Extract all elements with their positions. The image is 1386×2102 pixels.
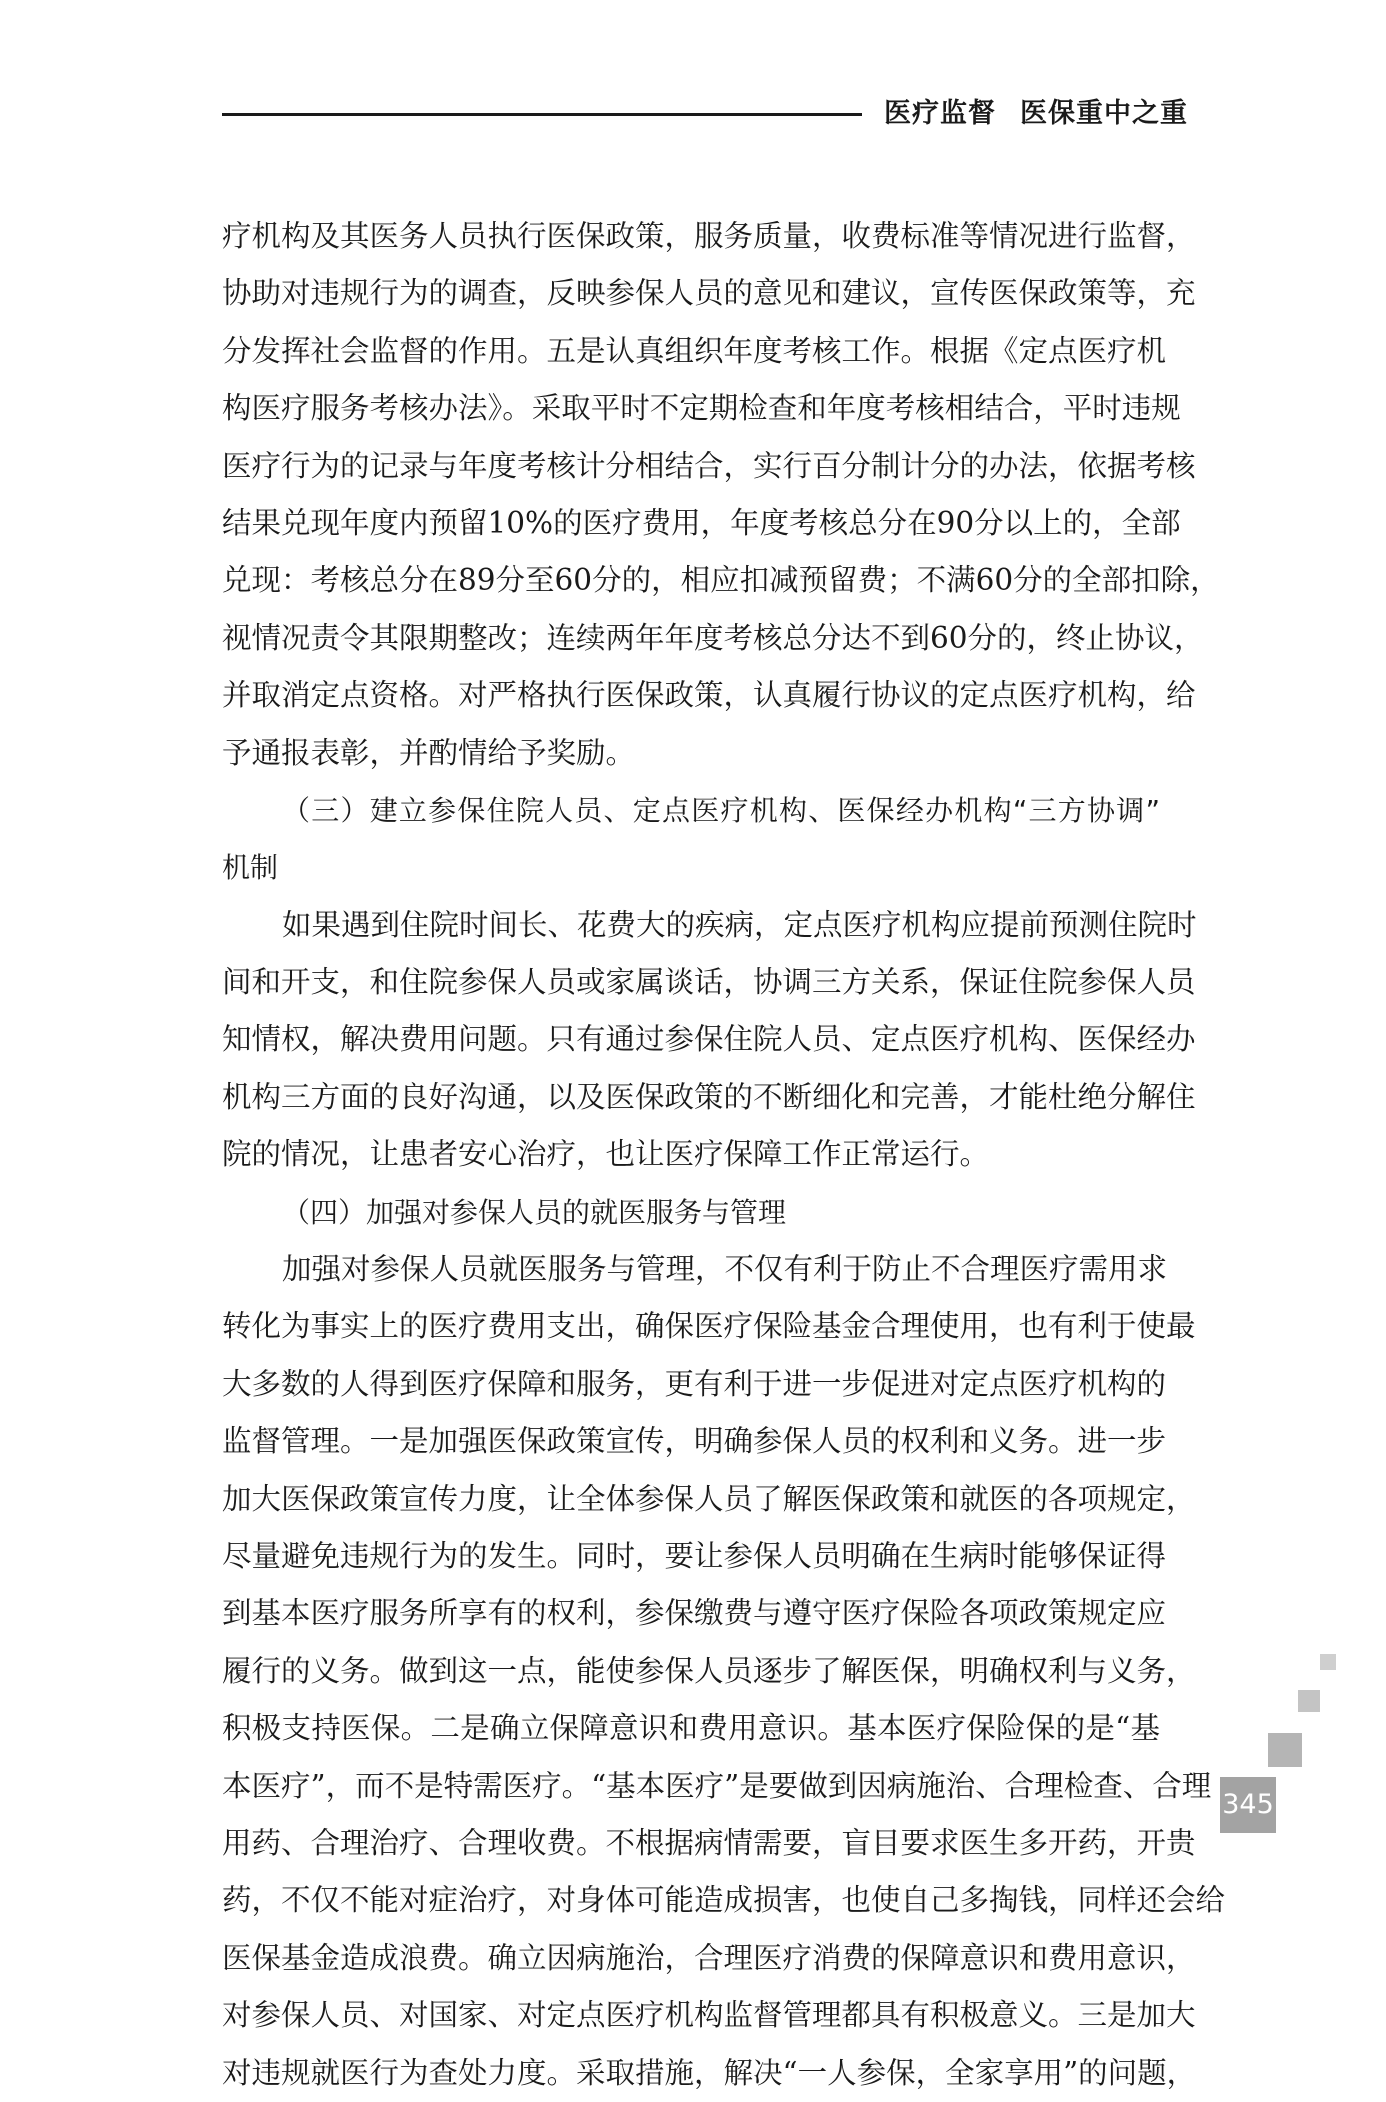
deco-square xyxy=(1320,1654,1336,1670)
body-line: 药，不仅不能对症治疗，对身体可能造成损害，也使自己多掏钱，同样还会给 xyxy=(222,1883,1226,1918)
body-line: 院的情况，让患者安心治疗，也让医疗保障工作正常运行。 xyxy=(222,1137,990,1172)
body-line: 疗机构及其医务人员执行医保政策，服务质量，收费标准等情况进行监督， xyxy=(222,219,1196,253)
body-line: 间和开支，和住院参保人员或家属谈话，协调三方关系，保证住院参保人员 xyxy=(222,965,1196,1000)
body-line: 对参保人员、对国家、对定点医疗机构监督管理都具有积极意义。三是加大 xyxy=(222,1998,1196,2033)
body-line: 并取消定点资格。对严格执行医保政策，认真履行协议的定点医疗机构，给 xyxy=(222,678,1196,713)
body-line: 结果兑现年度内预留10%的医疗费用，年度考核总分在90分以上的，全部 xyxy=(222,505,1181,540)
body-line: 监督管理。一是加强医保政策宣传，明确参保人员的权利和义务。进一步 xyxy=(222,1424,1167,1459)
body-line: 如果遇到住院时间长、花费大的疾病，定点医疗机构应提前预测住院时 xyxy=(282,907,1197,942)
body-text xyxy=(222,208,1226,2102)
body-line: 积极支持医保。二是确立保障意识和费用意识。基本医疗保险保的是“基 xyxy=(222,1711,1160,1746)
body-line: 大多数的人得到医疗保障和服务，更有利于进一步促进对定点医疗机构的 xyxy=(222,1366,1167,1401)
body-line: 转化为事实上的医疗费用支出，确保医疗保险基金合理使用，也有利于使最 xyxy=(222,1309,1196,1344)
body-line: 构医疗服务考核办法》。采取平时不定期检查和年度考核相结合，平时违规 xyxy=(222,391,1181,426)
body-line: 履行的义务。做到这一点，能使参保人员逐步了解医保，明确权利与义务， xyxy=(222,1653,1196,1688)
body-line: 分发挥社会监督的作用。五是认真组织年度考核工作。根据《定点医疗机 xyxy=(222,333,1167,368)
body-line: 到基本医疗服务所享有的权利，参保缴费与遵守医疗保险各项政策规定应 xyxy=(222,1596,1167,1631)
section-heading: （三）建立参保住院人员、定点医疗机构、医保经办机构“三方协调” xyxy=(282,793,1160,827)
body-line: 兑现：考核总分在89分至60分的，相应扣减预留费；不满60分的全部扣除， xyxy=(222,563,1220,598)
body-line: 知情权，解决费用问题。只有通过参保住院人员、定点医疗机构、医保经办 xyxy=(222,1022,1196,1057)
running-header xyxy=(884,94,1188,134)
section-heading: （四）加强对参保人员的就医服务与管理 xyxy=(282,1195,787,1229)
body-line: 医疗行为的记录与年度考核计分相结合，实行百分制计分的办法，依据考核 xyxy=(222,448,1196,483)
body-line: 医保基金造成浪费。确立因病施治，合理医疗消费的保障意识和费用意识， xyxy=(222,1940,1196,1975)
body-line: 加强对参保人员就医服务与管理，不仅有利于防止不合理医疗需用求 xyxy=(282,1252,1168,1287)
deco-square xyxy=(1268,1733,1302,1767)
body-line: 对违规就医行为查处力度。采取措施，解决“一人参保，全家享用”的问题， xyxy=(222,2055,1197,2090)
body-line: 加大医保政策宣传力度，让全体参保人员了解医保政策和就医的各项规定， xyxy=(222,1481,1196,1516)
header-title: 医保重中之重 xyxy=(1020,98,1188,129)
body-line: 用药、合理治疗、合理收费。不根据病情需要，盲目要求医生多开药，开贵 xyxy=(222,1825,1196,1860)
deco-square xyxy=(1298,1690,1320,1712)
header-section: 医疗监督 xyxy=(884,98,996,129)
body-line: 本医疗”，而不是特需医疗。“基本医疗”是要做到因病施治、合理检查、合理 xyxy=(222,1768,1212,1803)
body-line: 机构三方面的良好沟通，以及医保政策的不断细化和完善，才能杜绝分解住 xyxy=(222,1079,1196,1114)
body-line: 协助对违规行为的调查，反映参保人员的意见和建议，宣传医保政策等，充 xyxy=(222,276,1196,311)
header-rule xyxy=(222,113,862,116)
body-line: 尽量避免违规行为的发生。同时，要让参保人员明确在生病时能够保证得 xyxy=(222,1538,1167,1573)
body-line: 视情况责令其限期整改；连续两年年度考核总分达不到60分的，终止协议， xyxy=(222,620,1204,655)
body-line: 予通报表彰，并酌情给予奖励。 xyxy=(222,735,636,770)
section-heading: 机制 xyxy=(222,851,279,885)
page-number: 345 xyxy=(1222,1789,1274,1820)
